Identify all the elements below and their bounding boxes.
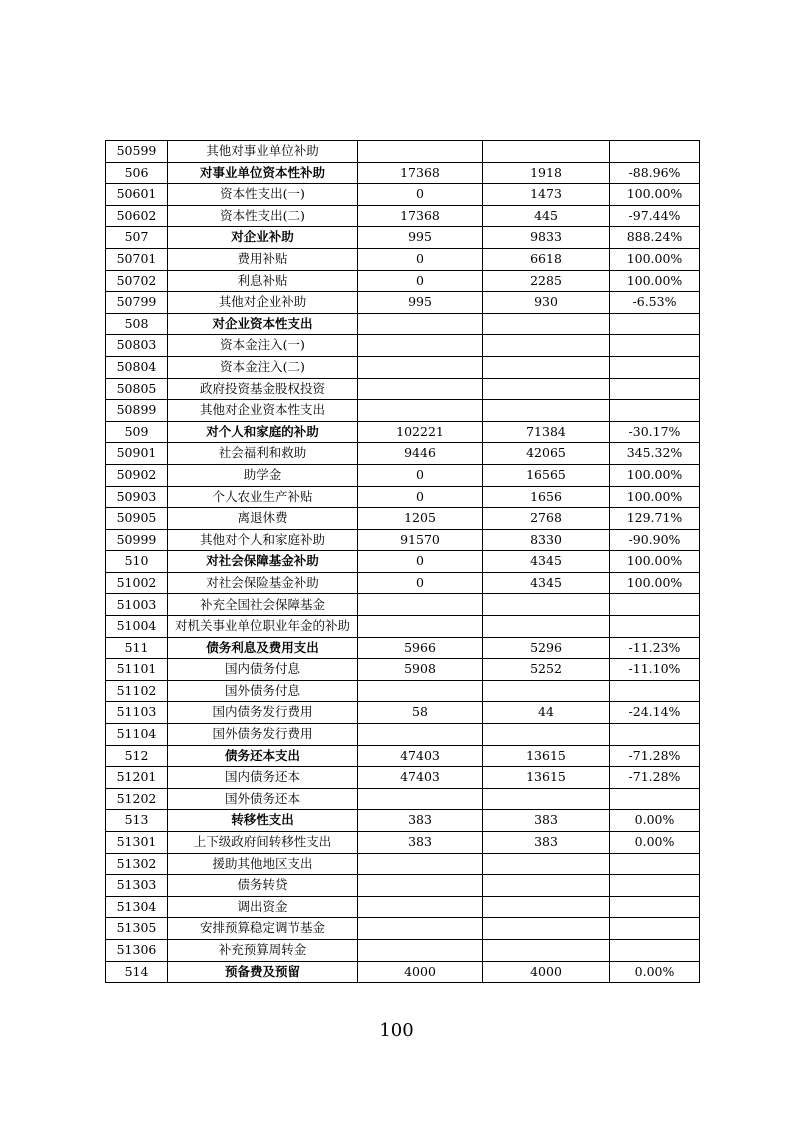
name-cell: 离退休费 [168, 508, 358, 530]
name-cell: 国内债务还本 [168, 767, 358, 789]
value-cell: 102221 [358, 421, 483, 443]
name-cell: 国内债务付息 [168, 659, 358, 681]
table-row [106, 184, 700, 206]
value-cell: 0 [358, 551, 483, 573]
table-row [106, 335, 700, 357]
name-cell: 国外债务还本 [168, 788, 358, 810]
value-cell: 8330 [483, 529, 610, 551]
code-cell: 50901 [106, 443, 168, 465]
name-cell: 援助其他地区支出 [168, 853, 358, 875]
value-cell [358, 616, 483, 638]
table-row [106, 378, 700, 400]
value-cell: 0 [358, 248, 483, 270]
code-cell: 51202 [106, 788, 168, 810]
percent-cell: 100.00% [610, 464, 700, 486]
name-cell: 补充全国社会保障基金 [168, 594, 358, 616]
percent-cell: 100.00% [610, 551, 700, 573]
value-cell: 383 [358, 810, 483, 832]
value-cell: 5908 [358, 659, 483, 681]
value-cell: 47403 [358, 767, 483, 789]
name-cell: 对个人和家庭的补助 [168, 421, 358, 443]
table-row [106, 486, 700, 508]
value-cell [358, 896, 483, 918]
name-cell: 对社会保障基金补助 [168, 551, 358, 573]
table-row [106, 443, 700, 465]
value-cell: 91570 [358, 529, 483, 551]
value-cell [483, 335, 610, 357]
name-cell: 转移性支出 [168, 810, 358, 832]
value-cell [358, 356, 483, 378]
code-cell: 51306 [106, 939, 168, 961]
value-cell: 71384 [483, 421, 610, 443]
code-cell: 511 [106, 637, 168, 659]
percent-cell: 100.00% [610, 184, 700, 206]
code-cell: 50601 [106, 184, 168, 206]
percent-cell [610, 313, 700, 335]
name-cell: 资本金注入(二) [168, 356, 358, 378]
percent-cell [610, 356, 700, 378]
value-cell: 4345 [483, 572, 610, 594]
percent-cell [610, 875, 700, 897]
value-cell: 995 [358, 292, 483, 314]
name-cell: 国外债务付息 [168, 680, 358, 702]
table-row [106, 270, 700, 292]
name-cell: 其他对企业补助 [168, 292, 358, 314]
value-cell [358, 378, 483, 400]
code-cell: 50804 [106, 356, 168, 378]
table-row [106, 810, 700, 832]
name-cell: 预备费及预留 [168, 961, 358, 983]
code-cell: 512 [106, 745, 168, 767]
table-row [106, 832, 700, 854]
value-cell [358, 853, 483, 875]
value-cell: 13615 [483, 745, 610, 767]
name-cell: 政府投资基金股权投资 [168, 378, 358, 400]
value-cell: 5296 [483, 637, 610, 659]
name-cell: 国外债务发行费用 [168, 724, 358, 746]
value-cell: 930 [483, 292, 610, 314]
name-cell: 对社会保险基金补助 [168, 572, 358, 594]
value-cell [483, 788, 610, 810]
table-row [106, 356, 700, 378]
value-cell [483, 141, 610, 163]
value-cell: 0 [358, 270, 483, 292]
value-cell: 383 [483, 832, 610, 854]
value-cell: 13615 [483, 767, 610, 789]
percent-cell: 0.00% [610, 961, 700, 983]
value-cell: 995 [358, 227, 483, 249]
code-cell: 51305 [106, 918, 168, 940]
code-cell: 51302 [106, 853, 168, 875]
value-cell: 16565 [483, 464, 610, 486]
value-cell [358, 313, 483, 335]
table-row [106, 939, 700, 961]
name-cell: 利息补贴 [168, 270, 358, 292]
name-cell: 其他对企业资本性支出 [168, 400, 358, 422]
percent-cell [610, 918, 700, 940]
code-cell: 50702 [106, 270, 168, 292]
value-cell [483, 939, 610, 961]
code-cell: 50602 [106, 205, 168, 227]
percent-cell: -6.53% [610, 292, 700, 314]
value-cell [483, 400, 610, 422]
value-cell [358, 788, 483, 810]
percent-cell [610, 939, 700, 961]
value-cell: 1656 [483, 486, 610, 508]
percent-cell [610, 335, 700, 357]
code-cell: 50805 [106, 378, 168, 400]
table-row [106, 724, 700, 746]
table-row [106, 896, 700, 918]
code-cell: 51003 [106, 594, 168, 616]
table-row [106, 205, 700, 227]
value-cell: 1205 [358, 508, 483, 530]
code-cell: 50903 [106, 486, 168, 508]
percent-cell: -90.90% [610, 529, 700, 551]
value-cell: 0 [358, 572, 483, 594]
value-cell [483, 594, 610, 616]
name-cell: 对企业补助 [168, 227, 358, 249]
code-cell: 51101 [106, 659, 168, 681]
code-cell: 51102 [106, 680, 168, 702]
table-row [106, 853, 700, 875]
percent-cell [610, 896, 700, 918]
table-row [106, 529, 700, 551]
percent-cell: -11.23% [610, 637, 700, 659]
value-cell [358, 335, 483, 357]
value-cell [358, 400, 483, 422]
value-cell [483, 918, 610, 940]
code-cell: 510 [106, 551, 168, 573]
table-row [106, 702, 700, 724]
table-body [106, 141, 700, 983]
table-row [106, 767, 700, 789]
percent-cell [610, 724, 700, 746]
code-cell: 50803 [106, 335, 168, 357]
value-cell: 58 [358, 702, 483, 724]
code-cell: 508 [106, 313, 168, 335]
percent-cell [610, 594, 700, 616]
table-row [106, 551, 700, 573]
value-cell [358, 594, 483, 616]
name-cell: 调出资金 [168, 896, 358, 918]
table-row [106, 788, 700, 810]
code-cell: 50999 [106, 529, 168, 551]
percent-cell: 888.24% [610, 227, 700, 249]
table-row [106, 313, 700, 335]
value-cell [483, 378, 610, 400]
table-row [106, 875, 700, 897]
name-cell: 费用补贴 [168, 248, 358, 270]
percent-cell: 100.00% [610, 270, 700, 292]
percent-cell [610, 788, 700, 810]
code-cell: 51103 [106, 702, 168, 724]
page-number: 100 [379, 1020, 414, 1041]
table-row [106, 248, 700, 270]
code-cell: 51201 [106, 767, 168, 789]
value-cell: 383 [483, 810, 610, 832]
name-cell: 补充预算周转金 [168, 939, 358, 961]
name-cell: 其他对个人和家庭补助 [168, 529, 358, 551]
percent-cell: 100.00% [610, 248, 700, 270]
name-cell: 债务转贷 [168, 875, 358, 897]
percent-cell: -71.28% [610, 767, 700, 789]
value-cell [483, 853, 610, 875]
percent-cell: 345.32% [610, 443, 700, 465]
code-cell: 514 [106, 961, 168, 983]
percent-cell [610, 616, 700, 638]
name-cell: 资本性支出(二) [168, 205, 358, 227]
percent-cell: -24.14% [610, 702, 700, 724]
percent-cell: -30.17% [610, 421, 700, 443]
code-cell: 50701 [106, 248, 168, 270]
percent-cell [610, 853, 700, 875]
code-cell: 506 [106, 162, 168, 184]
table-row [106, 292, 700, 314]
table-row [106, 680, 700, 702]
code-cell: 51004 [106, 616, 168, 638]
table-row [106, 464, 700, 486]
value-cell [358, 724, 483, 746]
code-cell: 51303 [106, 875, 168, 897]
name-cell: 资本性支出(一) [168, 184, 358, 206]
name-cell: 债务利息及费用支出 [168, 637, 358, 659]
percent-cell: 129.71% [610, 508, 700, 530]
value-cell: 0 [358, 184, 483, 206]
value-cell [358, 939, 483, 961]
value-cell: 445 [483, 205, 610, 227]
code-cell: 50899 [106, 400, 168, 422]
table-row [106, 961, 700, 983]
value-cell: 9833 [483, 227, 610, 249]
value-cell: 17368 [358, 205, 483, 227]
code-cell: 509 [106, 421, 168, 443]
value-cell [483, 313, 610, 335]
code-cell: 51002 [106, 572, 168, 594]
value-cell [358, 141, 483, 163]
percent-cell [610, 680, 700, 702]
table-row [106, 745, 700, 767]
name-cell: 其他对事业单位补助 [168, 141, 358, 163]
value-cell: 47403 [358, 745, 483, 767]
table-row [106, 162, 700, 184]
name-cell: 国内债务发行费用 [168, 702, 358, 724]
percent-cell: 100.00% [610, 486, 700, 508]
name-cell: 对企业资本性支出 [168, 313, 358, 335]
value-cell: 6618 [483, 248, 610, 270]
table-row [106, 141, 700, 163]
code-cell: 513 [106, 810, 168, 832]
table-row [106, 227, 700, 249]
code-cell: 50902 [106, 464, 168, 486]
percent-cell [610, 378, 700, 400]
percent-cell [610, 400, 700, 422]
value-cell: 44 [483, 702, 610, 724]
code-cell: 51104 [106, 724, 168, 746]
value-cell [483, 875, 610, 897]
table-row [106, 572, 700, 594]
percent-cell: -11.10% [610, 659, 700, 681]
table-row [106, 508, 700, 530]
percent-cell: 0.00% [610, 810, 700, 832]
name-cell: 上下级政府间转移性支出 [168, 832, 358, 854]
value-cell: 42065 [483, 443, 610, 465]
value-cell: 5966 [358, 637, 483, 659]
table-row [106, 637, 700, 659]
code-cell: 51301 [106, 832, 168, 854]
percent-cell [610, 141, 700, 163]
table-row [106, 421, 700, 443]
value-cell [483, 724, 610, 746]
name-cell: 对事业单位资本性补助 [168, 162, 358, 184]
code-cell: 50799 [106, 292, 168, 314]
name-cell: 助学金 [168, 464, 358, 486]
value-cell: 2768 [483, 508, 610, 530]
value-cell [483, 616, 610, 638]
value-cell: 5252 [483, 659, 610, 681]
percent-cell: -88.96% [610, 162, 700, 184]
value-cell: 1473 [483, 184, 610, 206]
code-cell: 51304 [106, 896, 168, 918]
name-cell: 社会福利和救助 [168, 443, 358, 465]
percent-cell: -71.28% [610, 745, 700, 767]
value-cell: 2285 [483, 270, 610, 292]
value-cell: 0 [358, 486, 483, 508]
percent-cell: -97.44% [610, 205, 700, 227]
value-cell [358, 918, 483, 940]
percent-cell: 0.00% [610, 832, 700, 854]
value-cell: 0 [358, 464, 483, 486]
value-cell: 4345 [483, 551, 610, 573]
name-cell: 债务还本支出 [168, 745, 358, 767]
value-cell [483, 356, 610, 378]
code-cell: 507 [106, 227, 168, 249]
name-cell: 资本金注入(一) [168, 335, 358, 357]
name-cell: 安排预算稳定调节基金 [168, 918, 358, 940]
table-row [106, 659, 700, 681]
code-cell: 50599 [106, 141, 168, 163]
name-cell: 对机关事业单位职业年金的补助 [168, 616, 358, 638]
name-cell: 个人农业生产补贴 [168, 486, 358, 508]
table-row [106, 918, 700, 940]
table-row [106, 400, 700, 422]
table-row [106, 594, 700, 616]
table-row [106, 616, 700, 638]
budget-table [105, 140, 700, 983]
value-cell: 4000 [483, 961, 610, 983]
value-cell [483, 896, 610, 918]
value-cell: 383 [358, 832, 483, 854]
value-cell: 17368 [358, 162, 483, 184]
value-cell [358, 680, 483, 702]
value-cell: 4000 [358, 961, 483, 983]
code-cell: 50905 [106, 508, 168, 530]
value-cell: 1918 [483, 162, 610, 184]
value-cell: 9446 [358, 443, 483, 465]
value-cell [358, 875, 483, 897]
percent-cell: 100.00% [610, 572, 700, 594]
value-cell [483, 680, 610, 702]
